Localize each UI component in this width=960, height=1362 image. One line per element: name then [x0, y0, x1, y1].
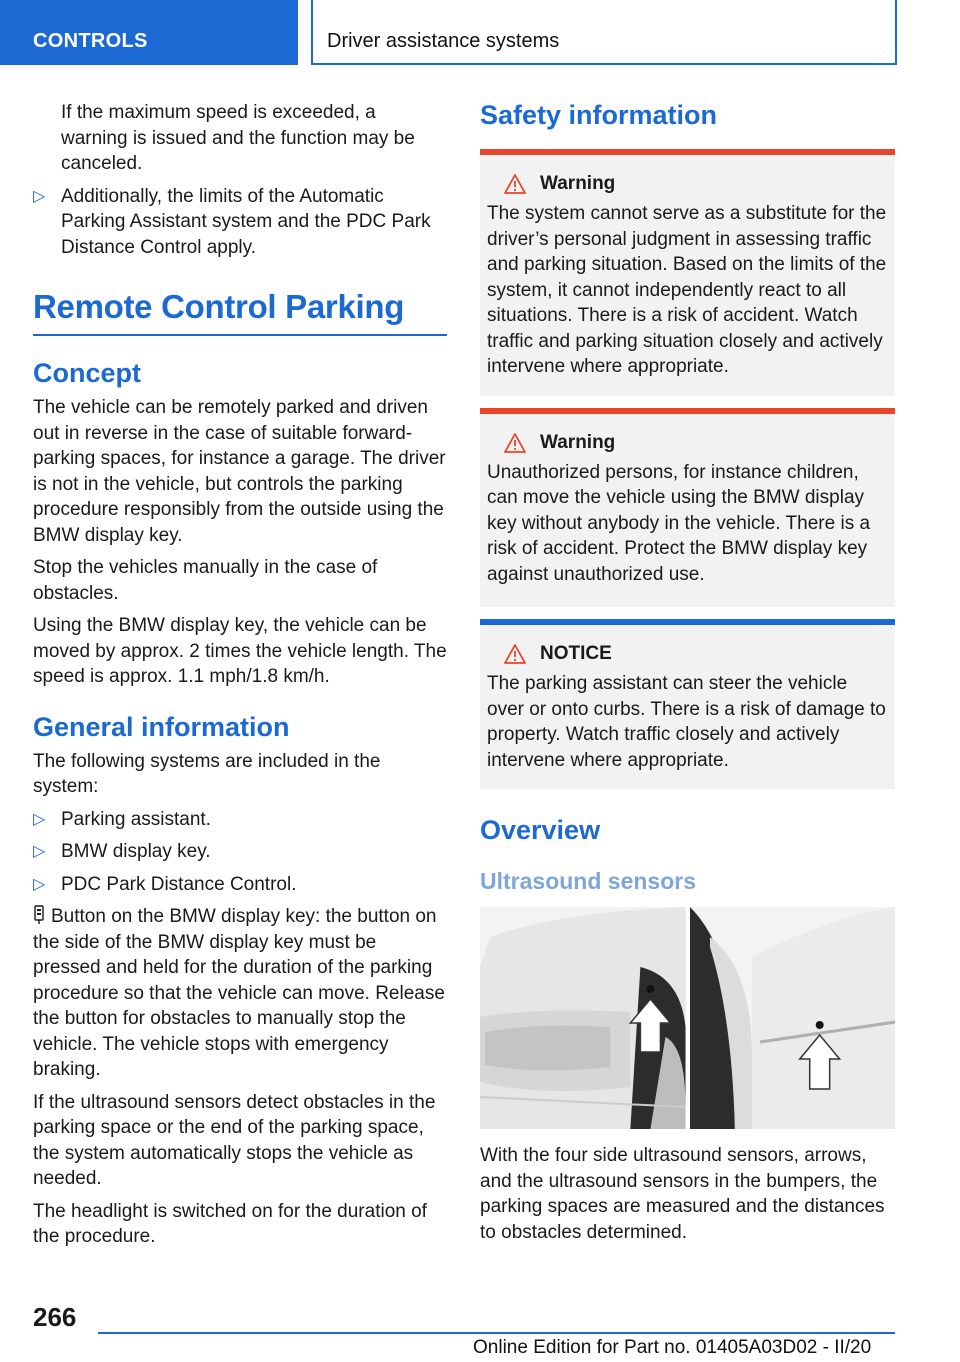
general-info-heading: General information — [33, 711, 290, 742]
ultrasound-sensor-figure — [480, 907, 895, 1129]
warning-box — [480, 408, 895, 608]
headlight-paragraph: The headlight is switched on for the duration of the procedure. — [33, 1200, 427, 1247]
list-item — [33, 872, 447, 898]
footer-divider — [98, 1332, 895, 1334]
continued-text: If the maximum speed is exceeded, a warning is issued and the function may be canceled. — [61, 102, 415, 174]
key-button-icon — [33, 905, 45, 925]
edition-text: Online Edition for Part no. 01405A03D02 - II/20 — [473, 1337, 872, 1358]
general-intro: The following systems are included in the system: — [33, 750, 381, 797]
concept-paragraph: Stop the vehicles manually in the case of obstacles. — [33, 557, 378, 604]
notice-box — [480, 619, 895, 789]
notice-triangle-icon — [504, 644, 526, 664]
overview-paragraph: With the four side ultrasound sensors, arrows, and the ultrasound sensors in the bumpers, the parking spaces are measured and the distances to obstacles determined. — [480, 1145, 885, 1243]
notice-title: NOTICE — [504, 643, 887, 665]
list-item-text: Additionally, the limits of the Automatic Parking Assistant system and the PDC Park Distance Control apply. — [61, 185, 431, 258]
safety-heading: Safety information — [480, 100, 718, 130]
warning-box — [480, 149, 895, 396]
triangle-bullet-icon: ▷ — [33, 187, 46, 205]
chapter-tab — [311, 0, 897, 65]
front-bumper-image — [480, 907, 686, 1129]
page-number: 266 — [33, 1302, 77, 1332]
concept-paragraph: Using the BMW display key, the vehicle can be moved by approx. 2 times the vehicle length. The speed is approx. 1.1 mph/1.8 km/h. — [33, 615, 447, 687]
sensor-paragraph: If the ultrasound sensors detect obstacles in the parking space or the end of the parking space, the system automatically stops the vehicle as needed. — [33, 1091, 436, 1189]
triangle-bullet-icon: ▷ — [33, 810, 46, 828]
section-title: CONTROLS — [33, 30, 148, 52]
side-body-image — [690, 907, 896, 1129]
section-tab — [0, 0, 298, 65]
ultrasound-heading: Ultrasound sensors — [480, 868, 696, 894]
triangle-bullet-icon: ▷ — [33, 843, 46, 860]
warning-title: Warning — [504, 173, 887, 195]
concept-paragraph: The vehicle can be remotely parked and driven out in reverse in the case of suitable forward-parking spaces, for instance a garage. The driver is not in the vehicle, but controls the parking procedure responsibly from the outside using the BMW display key. — [33, 397, 446, 546]
right-column — [480, 100, 895, 1252]
notice-text: The parking assistant can steer the vehicle over or onto curbs. There is a risk of damage to property. Watch traffic closely and actively intervene where appropriate. — [487, 673, 886, 771]
warning-triangle-icon — [504, 174, 526, 194]
overview-heading: Overview — [480, 815, 601, 845]
list-item-text: Parking assistant. — [61, 808, 211, 830]
triangle-bullet-icon: ▷ — [33, 875, 46, 893]
warning-triangle-icon — [504, 433, 526, 453]
warning-title: Warning — [504, 432, 887, 454]
concept-heading: Concept — [33, 358, 141, 388]
list-item — [33, 839, 447, 865]
list-item-text: PDC Park Distance Control. — [61, 873, 297, 895]
list-item-text: BMW display key. — [61, 841, 211, 862]
list-item — [33, 184, 447, 261]
left-column — [33, 100, 447, 1257]
button-paragraph: Button on the BMW display key: the button on the side of the BMW display key must be pressed and held for the duration of the parking procedure so that the vehicle can move. Release the button for obstacles to manually stop the vehicle. The vehicle stops with emergency braking. — [33, 906, 445, 1080]
warning-text: The system cannot serve as a substitute for the driver’s personal judgment in assessing traffic and parking situation. Based on the limits of the system, it cannot independently react to all situations. There is a risk of accident. Watch traffic and parking situation closely and actively intervene where appropriate. — [487, 203, 887, 377]
chapter-title: Driver assistance systems — [327, 30, 560, 52]
warning-text: Unauthorized persons, for instance children, can move the vehicle using the BMW display key without anybody in the vehicle. There is a risk of accident. Protect the BMW display key against unauthorized use. — [487, 461, 871, 585]
chapter-heading: Remote Control Parking — [33, 288, 447, 336]
list-item — [33, 807, 447, 833]
